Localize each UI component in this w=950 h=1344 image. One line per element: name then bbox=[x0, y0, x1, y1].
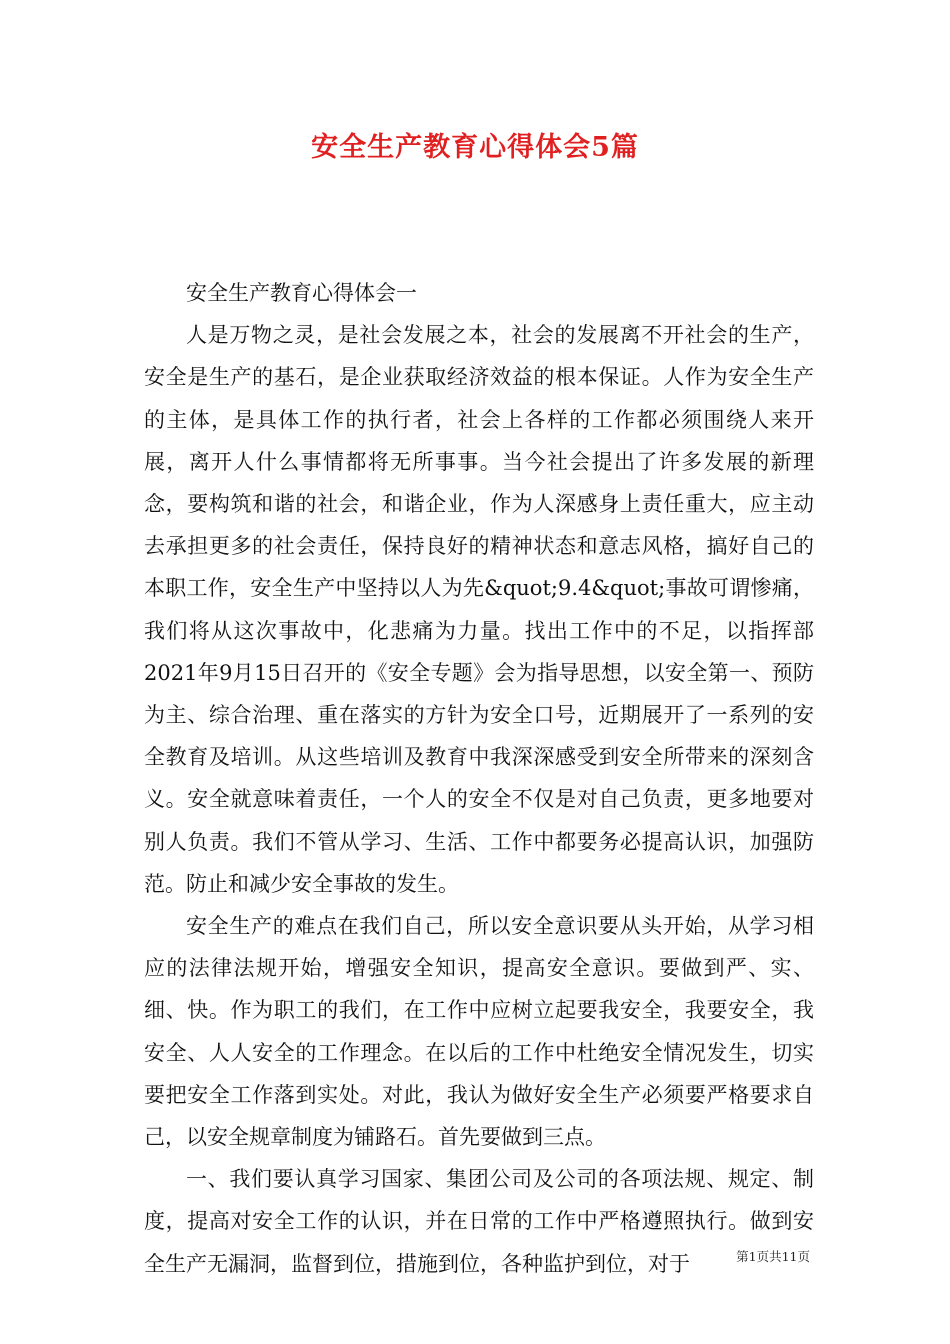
paragraph-3: 一、我们要认真学习国家、集团公司及公司的各项法规、规定、制度，提高对安全工作的认识，并在日常的工作中严格遵照执行。做到安全生产无漏洞，监督到位，措施到位，各种监护到位，对于 bbox=[144, 1167, 814, 1276]
section-heading: 安全生产教育心得体会一 bbox=[186, 281, 417, 305]
page-number-footer: 第1页共11页 bbox=[736, 1249, 810, 1264]
document-body bbox=[144, 272, 814, 1285]
document-title: 安全生产教育心得体会5篇 bbox=[311, 132, 639, 163]
paragraph-1: 人是万物之灵，是社会发展之本，社会的发展离不开社会的生产，安全是生产的基石，是企业获取经济效益的根本保证。人作为安全生产的主体，是具体工作的执行者，社会上各样的工作都必须围绕人来开展，离开人什么事情都将无所事事。当今社会提出了许多发展的新理念，要构筑和谐的社会，和谐企业，作为人深感身上责任重大，应主动去承担更多的社会责任，保持良好的精神状态和意志风格，搞好自己的本职工作，安全生产中坚持以人为先&quot;9.4&quot;事故可谓惨痛，我们将从这次事故中，化悲痛为力量。找出工作中的不足，以指挥部2021年9月15日召开的《安全专题》会为指导思想，以安全第一、预防为主、综合治理、重在落实的方针为安全口号，近期展开了一系列的安全教育及培训。从这些培训及教育中我深深感受到安全所带来的深刻含义。安全就意味着责任，一个人的安全不仅是对自己负责，更多地要对别人负责。我们不管从学习、生活、工作中都要务必提高认识，加强防范。防止和减少安全事故的发生。 bbox=[144, 323, 814, 896]
paragraph-2: 安全生产的难点在我们自己，所以安全意识要从头开始，从学习相应的法律法规开始，增强安全知识，提高安全意识。要做到严、实、细、快。作为职工的我们，在工作中应树立起要我安全，我要安全，我安全、人人安全的工作理念。在以后的工作中杜绝安全情况发生，切实要把安全工作落到实处。对此，我认为做好安全生产必须要严格要求自己，以安全规章制度为铺路石。首先要做到三点。 bbox=[144, 914, 814, 1150]
